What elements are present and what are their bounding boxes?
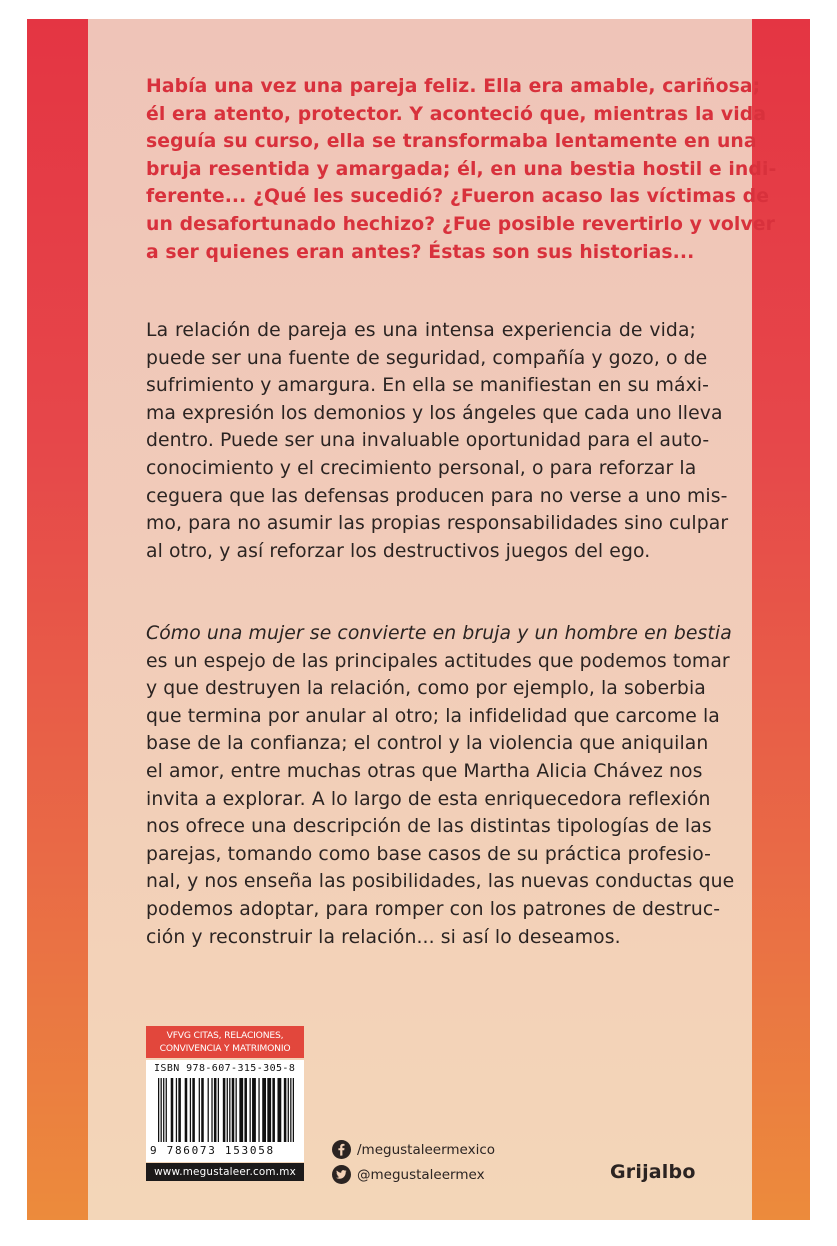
book-title-line: Cómo una mujer se convierte en bruja y un hombre en bestia bbox=[146, 623, 732, 644]
intro-paragraph bbox=[146, 73, 777, 266]
category-line-1: VFVG CITAS, RELACIONES, bbox=[166, 1030, 284, 1041]
barcode-bar bbox=[262, 1078, 266, 1142]
body1-line: mo, para no asumir las propias responsabilidades sino culpar bbox=[146, 513, 729, 535]
body2-line: es un espejo de las principales actitudes que podemos tomar bbox=[146, 650, 730, 672]
barcode-bar bbox=[258, 1078, 259, 1142]
barcode-bar bbox=[236, 1078, 237, 1142]
twitter-link[interactable] bbox=[332, 1165, 485, 1184]
barcode-bar bbox=[293, 1078, 294, 1142]
body2-line: y que destruyen la relación, como por ejemplo, la soberbia bbox=[146, 678, 706, 700]
barcode-bar bbox=[190, 1078, 191, 1142]
barcode-bar bbox=[201, 1078, 204, 1142]
website-url[interactable]: www.megustaleer.com.mx bbox=[146, 1163, 304, 1181]
publisher-logo: Grijalbo bbox=[610, 1161, 696, 1183]
body1-line: ma expresión los demonios y los ángeles que cada uno lleva bbox=[146, 402, 723, 424]
barcode-bar bbox=[166, 1078, 167, 1142]
barcode-bar bbox=[185, 1078, 188, 1142]
body2-line: ción y reconstruir la relación... si así lo deseamos. bbox=[146, 926, 621, 948]
barcode-bar bbox=[208, 1078, 209, 1142]
body1-line: conocimiento y el crecimiento personal, o para reforzar la bbox=[146, 457, 697, 479]
body2-line: base de la confianza; el control y la violencia que aniquilan bbox=[146, 733, 709, 755]
barcode-bar bbox=[288, 1078, 289, 1142]
intro-line: ferente... ¿Qué les sucedió? ¿Fueron acaso las víctimas de bbox=[146, 186, 770, 208]
barcode-bar bbox=[214, 1078, 217, 1142]
barcode-bar bbox=[178, 1078, 181, 1142]
body-paragraph-2 bbox=[146, 620, 735, 951]
barcode-bars bbox=[156, 1078, 296, 1142]
barcode-bar bbox=[250, 1078, 251, 1142]
barcode-bar bbox=[284, 1078, 287, 1142]
barcode-bar bbox=[267, 1078, 271, 1142]
body2-line: nal, y nos enseña las posibilidades, las nuevas conductas que bbox=[146, 871, 735, 893]
body-paragraph-1 bbox=[146, 317, 729, 565]
barcode-bar bbox=[277, 1078, 281, 1142]
body2-line: que termina por anular al otro; la infidelidad que carcome la bbox=[146, 705, 720, 727]
intro-line: a ser quienes eran antes? Éstas son sus historias... bbox=[146, 241, 695, 263]
body2-line: parejas, tomando como base casos de su práctica profesio- bbox=[146, 843, 712, 865]
barcode-bar bbox=[252, 1078, 256, 1142]
barcode-bar bbox=[239, 1078, 243, 1142]
body1-line: puede ser una fuente de seguridad, compañía y gozo, o de bbox=[146, 347, 708, 369]
facebook-icon bbox=[332, 1140, 351, 1159]
barcode bbox=[146, 1060, 304, 1162]
barcode-bar bbox=[171, 1078, 174, 1142]
body2-line: nos ofrece una descripción de las distintas tipologías de las bbox=[146, 816, 712, 838]
intro-line: un desafortunado hechizo? ¿Fue posible revertirlo y volver bbox=[146, 213, 776, 235]
barcode-bar bbox=[218, 1078, 219, 1142]
body1-line: La relación de pareja es una intensa experiencia de vida; bbox=[146, 320, 696, 341]
body2-line: el amor, entre muchas otras que Martha Alicia Chávez nos bbox=[146, 760, 703, 782]
body2-line: invita a explorar. A lo largo de esta enriquecedora reflexión bbox=[146, 788, 711, 810]
intro-line: él era atento, protector. Y aconteció que, mientras la vida bbox=[146, 103, 767, 125]
category-line-2: CONVIVENCIA Y MATRIMONIO bbox=[159, 1043, 291, 1054]
body1-line: sufrimiento y amargura. En ella se manifiestan en su máxi- bbox=[146, 375, 709, 397]
barcode-bar bbox=[176, 1078, 177, 1142]
facebook-link[interactable] bbox=[332, 1140, 495, 1159]
isbn-text: ISBN 978-607-315-305-8 bbox=[154, 1063, 296, 1074]
ean-digits: 9 786073 153058 bbox=[150, 1144, 275, 1157]
body1-line: ceguera que las defensas producen para no verse a uno mis- bbox=[146, 485, 728, 507]
intro-line: bruja resentida y amargada; él, en una bestia hostil e indi- bbox=[146, 158, 777, 180]
intro-line: Había una vez una pareja feliz. Ella era amable, cariñosa; bbox=[146, 76, 761, 97]
barcode-bar bbox=[161, 1078, 162, 1142]
barcode-bar bbox=[229, 1078, 230, 1142]
barcode-bar bbox=[199, 1078, 200, 1142]
body2-line: podemos adoptar, para romper con los patrones de destruc- bbox=[146, 898, 721, 920]
twitter-handle: @megustaleermex bbox=[357, 1166, 485, 1183]
barcode-bar bbox=[211, 1078, 212, 1142]
barcode-bar bbox=[158, 1078, 159, 1142]
barcode-bar bbox=[227, 1078, 228, 1142]
barcode-bar bbox=[232, 1078, 235, 1142]
barcode-bar bbox=[192, 1078, 195, 1142]
body1-line: dentro. Puede ser una invaluable oportunidad para el auto- bbox=[146, 430, 710, 452]
facebook-handle: /megustaleermexico bbox=[357, 1141, 496, 1158]
barcode-bar bbox=[272, 1078, 275, 1142]
intro-line: seguía su curso, ella se transformaba lentamente en una bbox=[146, 131, 757, 153]
barcode-bar bbox=[244, 1078, 247, 1142]
category-label bbox=[146, 1026, 304, 1058]
twitter-icon bbox=[332, 1165, 351, 1184]
barcode-bar bbox=[163, 1078, 164, 1142]
body1-line: al otro, y así reforzar los destructivos juegos del ego. bbox=[146, 540, 651, 562]
barcode-bar bbox=[290, 1078, 291, 1142]
barcode-bar bbox=[223, 1078, 226, 1142]
